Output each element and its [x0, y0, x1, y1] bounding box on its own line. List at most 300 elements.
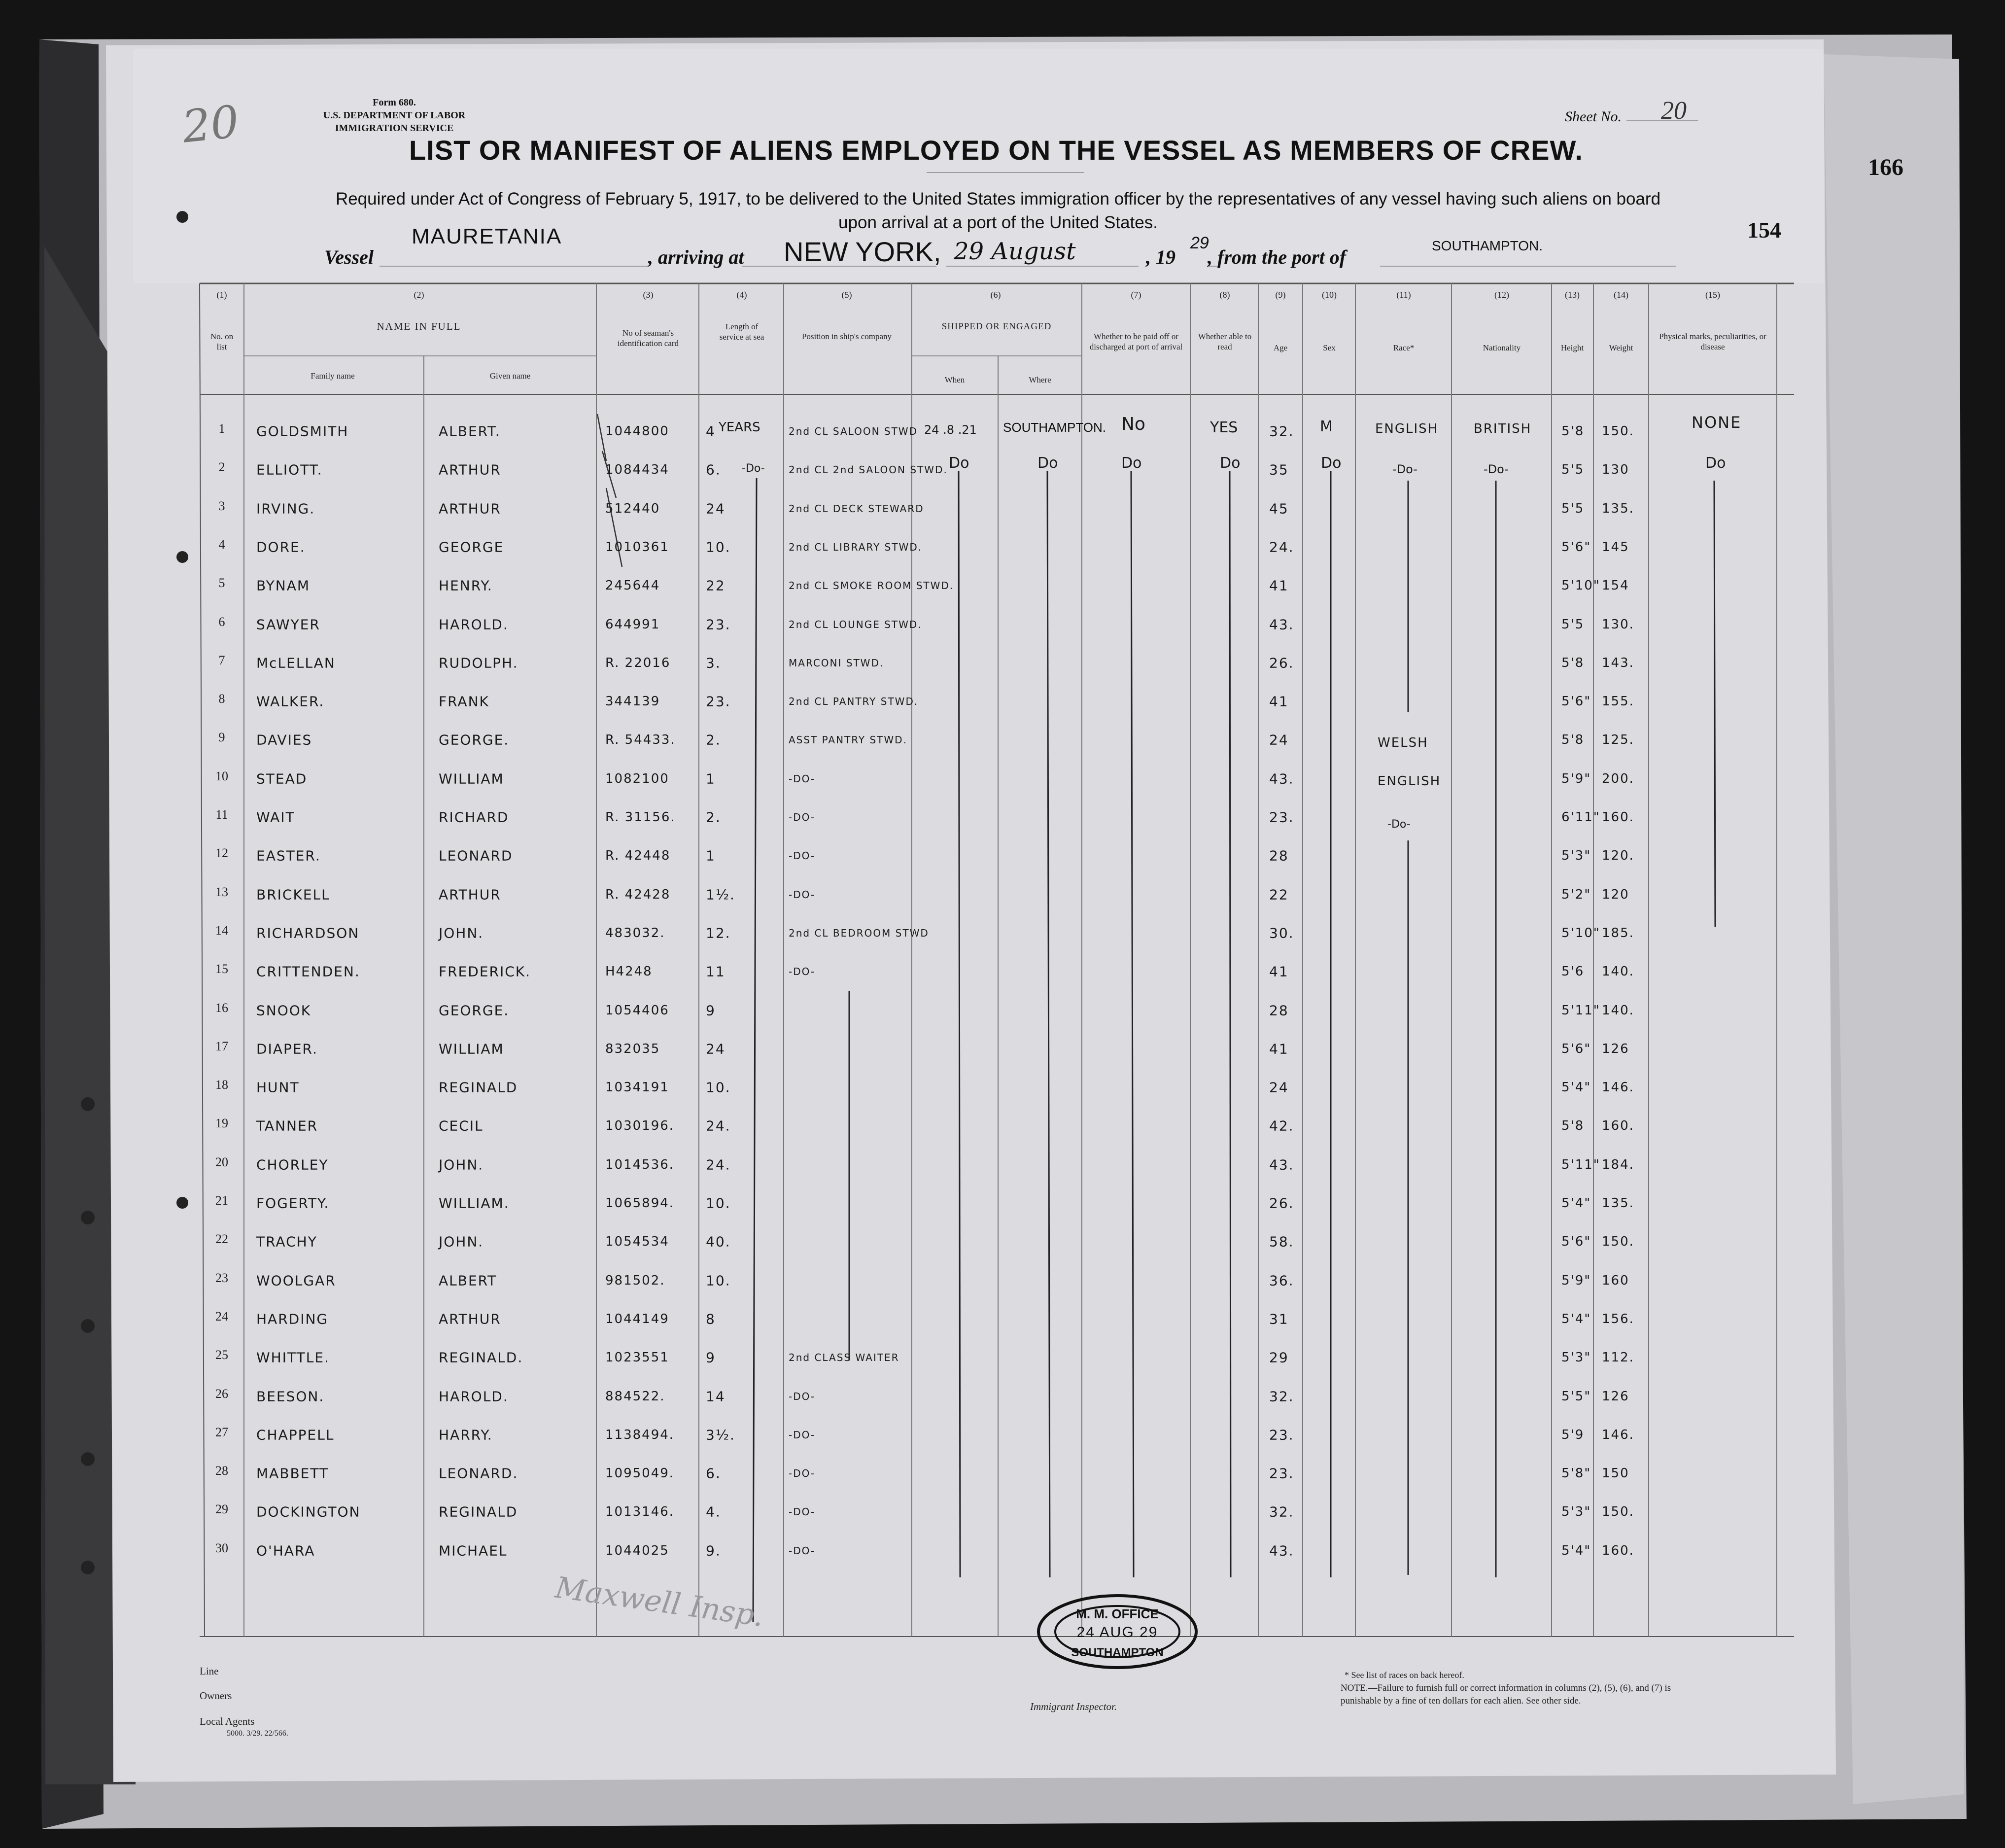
cell-family: MABBETT — [256, 1465, 329, 1482]
cell-position: 2nd CL PANTRY STWD. — [789, 696, 919, 708]
cell-age: 41 — [1269, 963, 1289, 980]
cell-no: 26 — [215, 1386, 228, 1401]
ditto-where: Do — [1037, 454, 1058, 472]
cell-position: 2nd CL SMOKE ROOM STWD. — [789, 580, 954, 592]
cell-height: 5'3" — [1561, 848, 1591, 864]
cell-given: REGINALD — [439, 1503, 518, 1520]
cell-card: 1010361 — [605, 539, 669, 555]
column-number: (13) — [1565, 290, 1580, 300]
ditto-physical-marks: Do — [1705, 454, 1726, 472]
cell-weight: 135. — [1602, 1196, 1634, 1211]
header-where: Where — [1029, 375, 1051, 384]
column-number: (12) — [1494, 290, 1509, 300]
cell-height: 5'5 — [1561, 501, 1585, 516]
cell-no: 12 — [215, 846, 228, 861]
cell-age: 42. — [1269, 1117, 1294, 1134]
column-number: (2) — [414, 290, 424, 300]
footer-print-code: 5000. 3/29. 22/566. — [227, 1729, 288, 1738]
cell-height: 5'10" — [1561, 925, 1600, 941]
cell-given: FREDERICK. — [439, 963, 531, 980]
cell-weight: 150 — [1602, 1466, 1629, 1481]
cell-card: 1095049. — [605, 1466, 675, 1481]
cell-weight: 155. — [1602, 694, 1634, 709]
cell-family: O'HARA — [256, 1542, 315, 1559]
cell-length: 22 — [706, 577, 726, 594]
cell-length: 6. — [706, 461, 721, 478]
header-able-to-read: Whether able to read — [1198, 332, 1252, 351]
header-sex: Sex — [1323, 343, 1336, 352]
sex-value: M — [1320, 418, 1333, 435]
cell-given: HAROLD. — [439, 616, 509, 632]
cell-age: 31 — [1269, 1311, 1289, 1327]
cell-no: 29 — [215, 1502, 228, 1517]
cell-height: 5'4" — [1561, 1080, 1591, 1095]
cell-length: 14 — [706, 1388, 726, 1404]
cell-position: 2nd CL SALOON STWD — [789, 425, 918, 437]
arrival-date: 29 August — [954, 238, 1076, 265]
cell-height: 5'8 — [1561, 655, 1585, 670]
cell-length: 4. — [706, 1503, 721, 1520]
cell-age: 41 — [1269, 1041, 1289, 1057]
header-age: Age — [1273, 343, 1288, 352]
cell-position: -DO- — [789, 850, 816, 862]
column-number: (15) — [1705, 290, 1720, 300]
side-number-154: 154 — [1747, 217, 1781, 243]
cell-card: 1082100 — [605, 771, 669, 786]
cell-age: 26. — [1269, 655, 1294, 671]
cell-height: 5'3" — [1561, 1504, 1591, 1520]
cell-age: 43. — [1269, 1156, 1294, 1173]
cell-card: R. 42428 — [605, 887, 671, 902]
cell-height: 5'8 — [1561, 1118, 1585, 1134]
from-port-label: , from the port of — [1208, 246, 1347, 268]
cell-position: -DO- — [789, 1429, 816, 1441]
column-number: (5) — [841, 290, 852, 300]
header-position: Position in ship's company — [801, 332, 892, 341]
header-height: Height — [1560, 343, 1584, 352]
cell-family: GOLDSMITH — [256, 423, 349, 440]
cell-family: HUNT — [256, 1079, 300, 1096]
column-number: (9) — [1275, 290, 1286, 300]
cell-given: HARRY. — [439, 1427, 493, 1443]
department-name: U.S. DEPARTMENT OF LABOR — [323, 110, 466, 121]
cell-given: JOHN. — [439, 1156, 484, 1173]
cell-position: -DO- — [789, 888, 816, 901]
cell-weight: 146. — [1602, 1080, 1634, 1095]
cell-card: 245644 — [605, 578, 660, 593]
office-stamp — [1036, 1595, 1199, 1669]
cell-family: IRVING. — [256, 500, 315, 517]
cell-no: 2 — [218, 460, 225, 475]
cell-age: 26. — [1269, 1195, 1294, 1212]
cell-given: FRANK — [439, 693, 489, 710]
cell-no: 25 — [215, 1348, 228, 1362]
departure-port: SOUTHAMPTON. — [1432, 238, 1543, 253]
cell-no: 3 — [218, 498, 225, 513]
cell-family: McLELLAN — [256, 655, 336, 671]
cell-height: 5'8" — [1561, 1466, 1591, 1481]
cell-family: BYNAM — [256, 577, 311, 594]
cell-card: 344139 — [605, 694, 660, 709]
cell-no: 4 — [218, 537, 225, 552]
cell-position: MARCONI STWD. — [789, 657, 884, 669]
cell-no: 11 — [215, 807, 228, 822]
ditto-race: -Do- — [1392, 462, 1417, 476]
cell-card: 981502. — [605, 1273, 665, 1288]
cell-weight: 185. — [1602, 925, 1634, 941]
cell-position: -DO- — [789, 811, 816, 823]
cell-given: REGINALD — [439, 1079, 518, 1096]
cell-no: 22 — [215, 1232, 228, 1247]
cell-position: -DO- — [789, 966, 816, 978]
cell-no: 16 — [215, 1000, 228, 1015]
cell-card: 884522. — [605, 1389, 665, 1404]
race-value: ENGLISH — [1375, 421, 1439, 436]
cell-given: MICHAEL — [439, 1542, 508, 1559]
cell-card: 1030196. — [605, 1118, 675, 1134]
column-number: (1) — [216, 290, 227, 300]
cell-weight: 156. — [1602, 1311, 1634, 1326]
cell-given: JOHN. — [439, 925, 484, 941]
cell-weight: 160. — [1602, 810, 1634, 825]
cell-height: 5'4" — [1561, 1543, 1591, 1558]
cell-length: 23. — [706, 616, 731, 632]
cell-family: EASTER. — [256, 847, 321, 864]
cell-height: 5'11" — [1561, 1003, 1600, 1018]
cell-weight: 160 — [1602, 1273, 1629, 1288]
cell-height: 5'4" — [1561, 1196, 1591, 1211]
document-subtitle: Required under Act of Congress of February 5, 1917, to be delivered to the United States immigration officer by the representatives of any vessel having such aliens on board upon arrival at a port of the United States. — [335, 189, 1661, 232]
header-paid-off: Whether to be paid off or discharged at port of arrival — [1089, 332, 1183, 351]
cell-card: 1034191 — [605, 1080, 669, 1095]
cell-age: 28 — [1269, 847, 1289, 864]
cell-card: R. 54433. — [605, 732, 676, 748]
column-number: (10) — [1322, 290, 1337, 300]
cell-no: 30 — [215, 1540, 228, 1555]
cell-given: RUDOLPH. — [439, 655, 519, 671]
races-note: * See list of races on back hereof. — [1345, 1670, 1464, 1680]
cell-length: 23. — [706, 693, 731, 710]
cell-family: TRACHY — [256, 1233, 317, 1250]
cell-weight: 150. — [1602, 1234, 1634, 1250]
cell-weight: 150. — [1602, 1504, 1634, 1520]
cell-card: 1023551 — [605, 1350, 669, 1365]
cell-no: 7 — [218, 653, 225, 667]
cell-height: 5'4" — [1561, 1311, 1591, 1326]
cell-weight: 120. — [1602, 848, 1634, 864]
cell-position: 2nd CL DECK STEWARD — [789, 502, 924, 515]
cell-height: 5'9" — [1561, 1273, 1591, 1288]
cell-length: 40. — [706, 1233, 731, 1250]
cell-card: 1044800 — [605, 424, 669, 439]
cell-age: 36. — [1269, 1272, 1294, 1289]
sheet-number-label: Sheet No. — [1565, 108, 1622, 125]
cell-given: GEORGE — [439, 539, 504, 556]
cell-length: 1½. — [706, 886, 735, 903]
cell-given: CECIL — [439, 1117, 484, 1134]
column-number: (3) — [643, 290, 654, 300]
cell-family: WALKER. — [256, 693, 325, 710]
cell-card: 1138494. — [605, 1427, 675, 1442]
cell-height: 5'9" — [1561, 771, 1591, 786]
cell-no: 10 — [215, 768, 228, 783]
cell-position: ASST PANTRY STWD. — [789, 734, 907, 746]
cell-weight: 160. — [1602, 1118, 1634, 1134]
header-no-on-list: No. on list — [210, 332, 234, 351]
column-number: (11) — [1396, 290, 1411, 300]
side-number-166: 166 — [1868, 154, 1903, 180]
cell-no: 28 — [215, 1464, 228, 1478]
cell-position: 2nd CLASS WAITER — [789, 1352, 899, 1364]
inspector-label: Immigrant Inspector. — [1030, 1701, 1117, 1712]
shipped-when: 24 .8 .21 — [924, 423, 977, 437]
header-physical-marks: Physical marks, peculiarities, or disease — [1659, 332, 1766, 351]
cell-age: 24 — [1269, 1079, 1289, 1096]
cell-family: BEESON. — [256, 1388, 325, 1404]
cell-given: JOHN. — [439, 1233, 484, 1250]
handwritten-page-number: 20 — [179, 96, 242, 153]
cell-length: 3½. — [706, 1427, 735, 1443]
vessel-name: MAURETANIA — [412, 224, 562, 248]
cell-given: HENRY. — [439, 577, 493, 594]
cell-card: 1054534 — [605, 1234, 669, 1250]
cell-age: 41 — [1269, 693, 1289, 710]
ditto-sex: Do — [1321, 454, 1342, 472]
cell-card: 1044149 — [605, 1311, 669, 1326]
cell-position: -DO- — [789, 1506, 816, 1518]
arriving-label: , arriving at — [648, 246, 744, 268]
header-length-of-service: Length of service at sea — [719, 322, 764, 342]
physical-marks-value: NONE — [1692, 413, 1742, 432]
cell-length: 8 — [706, 1311, 716, 1327]
cell-length: 12. — [706, 925, 731, 941]
race-row-11: -Do- — [1387, 818, 1411, 831]
column-number: (6) — [990, 290, 1001, 300]
cell-height: 5'9 — [1561, 1427, 1585, 1442]
cell-length: 10. — [706, 1272, 731, 1289]
header-nationality: Nationality — [1483, 343, 1521, 352]
cell-length: 2. — [706, 732, 721, 748]
cell-weight: 143. — [1602, 655, 1634, 670]
cell-given: ARTHUR — [439, 886, 501, 903]
cell-no: 21 — [215, 1193, 228, 1208]
cell-card: 1084434 — [605, 462, 669, 478]
cell-length: 4 — [706, 423, 716, 440]
cell-family: RICHARDSON — [256, 925, 360, 941]
cell-height: 5'6 — [1561, 964, 1585, 979]
arrival-year: 29 — [1190, 234, 1209, 252]
cell-family: WAIT — [256, 809, 295, 826]
footer-line-label: Line — [200, 1665, 219, 1677]
stamp-office: M. M. OFFICE — [1076, 1606, 1159, 1621]
cell-card: 644991 — [605, 617, 660, 632]
cell-height: 5'2" — [1561, 887, 1591, 902]
cell-given: ALBERT. — [439, 423, 501, 440]
cell-family: TANNER — [256, 1117, 318, 1134]
cell-age: 24 — [1269, 732, 1289, 748]
cell-age: 28 — [1269, 1002, 1289, 1018]
cell-height: 5'6" — [1561, 539, 1591, 555]
cell-age: 43. — [1269, 770, 1294, 787]
cell-length: 24 — [706, 500, 726, 517]
cell-height: 5'6" — [1561, 694, 1591, 709]
cell-age: 23. — [1269, 1427, 1294, 1443]
cell-given: WILLIAM — [439, 1041, 504, 1057]
cell-height: 5'6" — [1561, 1234, 1591, 1250]
stamp-location: SOUTHAMPTON — [1071, 1646, 1164, 1659]
race-row-10: ENGLISH — [1378, 774, 1441, 789]
cell-card: 1044025 — [605, 1543, 669, 1558]
cell-no: 20 — [215, 1154, 228, 1169]
cell-card: R. 22016 — [605, 655, 671, 670]
cell-length: 24 — [706, 1041, 726, 1057]
cell-position: 2nd CL BEDROOM STWD — [789, 927, 929, 939]
cell-height: 5'5" — [1561, 1389, 1591, 1404]
cell-family: DIAPER. — [256, 1041, 318, 1057]
cell-height: 5'10" — [1561, 578, 1600, 593]
cell-given: RICHARD — [439, 809, 509, 826]
cell-weight: 200. — [1602, 771, 1634, 786]
cell-weight: 160. — [1602, 1543, 1634, 1558]
header-given-name: Given name — [489, 371, 531, 381]
cell-height: 5'5 — [1561, 617, 1585, 632]
cell-no: 14 — [215, 923, 228, 938]
cell-age: 23. — [1269, 1465, 1294, 1482]
length-unit-years: YEARS — [719, 420, 761, 435]
cell-card: 832035 — [605, 1041, 660, 1056]
service-name: IMMIGRATION SERVICE — [335, 123, 454, 134]
shipped-where: SOUTHAMPTON. — [1003, 420, 1106, 435]
cell-family: CHAPPELL — [256, 1427, 335, 1443]
cell-weight: 184. — [1602, 1157, 1634, 1172]
cell-age: 35 — [1269, 461, 1289, 478]
cell-family: WHITTLE. — [256, 1349, 330, 1366]
cell-no: 19 — [215, 1116, 228, 1131]
stamp-date: 24 AUG 29 — [1076, 1624, 1158, 1640]
cell-card: R. 42448 — [605, 848, 671, 864]
cell-height: 5'3" — [1561, 1350, 1591, 1365]
header-race: Race* — [1393, 343, 1415, 352]
cell-weight: 125. — [1602, 732, 1634, 748]
cell-family: CHORLEY — [256, 1156, 329, 1173]
cell-age: 29 — [1269, 1349, 1289, 1366]
cell-family: SAWYER — [256, 616, 320, 632]
cell-given: HAROLD. — [439, 1388, 509, 1404]
cell-no: 23 — [215, 1270, 228, 1285]
cell-height: 5'5 — [1561, 462, 1585, 478]
header-family-name: Family name — [311, 371, 355, 381]
cell-position: -DO- — [789, 1544, 816, 1557]
header-when: When — [944, 375, 965, 384]
form-identifier-block — [320, 96, 468, 135]
cell-family: FOGERTY. — [256, 1195, 330, 1212]
cell-given: GEORGE. — [439, 732, 510, 748]
cell-age: 32. — [1269, 1388, 1294, 1404]
ditto-able-to-read: Do — [1220, 454, 1241, 472]
cell-family: DOCKINGTON — [256, 1503, 361, 1520]
footer-note: NOTE.—Failure to furnish full or correct information in columns (2), (5), (6), and (7) is punishable by a fine of ten dollars for each alien. See other side. — [1341, 1683, 1671, 1706]
cell-weight: 112. — [1602, 1350, 1634, 1365]
cell-given: LEONARD — [439, 847, 513, 864]
cell-no: 9 — [218, 730, 225, 745]
cell-family: STEAD — [256, 770, 308, 787]
vessel-label: Vessel — [324, 246, 374, 268]
ditto-length: -Do- — [742, 462, 765, 475]
cell-weight: 130. — [1602, 617, 1634, 632]
column-number: (4) — [736, 290, 747, 300]
cell-length: 1 — [706, 847, 716, 864]
cell-length: 10. — [706, 539, 731, 556]
cell-height: 5'6" — [1561, 1041, 1591, 1056]
cell-given: ARTHUR — [439, 1311, 501, 1327]
cell-no: 17 — [215, 1039, 228, 1053]
cell-length: 3. — [706, 655, 721, 671]
cell-weight: 146. — [1602, 1427, 1634, 1442]
cell-age: 45 — [1269, 500, 1289, 517]
ditto-nationality: -Do- — [1484, 462, 1509, 476]
cell-position: 2nd CL LIBRARY STWD. — [789, 541, 923, 553]
cell-length: 6. — [706, 1465, 721, 1482]
cell-given: LEONARD. — [439, 1465, 519, 1482]
cell-age: 22 — [1269, 886, 1289, 903]
cell-weight: 140. — [1602, 964, 1634, 979]
footer-agents-label: Local Agents — [200, 1715, 255, 1727]
cell-no: 18 — [215, 1078, 228, 1092]
cell-weight: 126 — [1602, 1041, 1629, 1056]
cell-age: 41 — [1269, 577, 1289, 594]
cell-family: DAVIES — [256, 732, 312, 748]
cell-weight: 140. — [1602, 1003, 1634, 1018]
cell-height: 5'11" — [1561, 1157, 1600, 1172]
cell-length: 24. — [706, 1156, 731, 1173]
column-number: (14) — [1614, 290, 1628, 300]
inspector-signature: Maxwell Insp. — [553, 1570, 766, 1634]
nationality-value: BRITISH — [1474, 421, 1532, 436]
cell-family: DORE. — [256, 539, 306, 556]
cell-card: 1054406 — [605, 1003, 669, 1018]
footer-owners-label: Owners — [200, 1690, 232, 1702]
cell-given: WILLIAM. — [439, 1195, 510, 1212]
year-label: , 19 — [1146, 246, 1175, 268]
cell-position: -DO- — [789, 772, 816, 785]
cell-card: R. 31156. — [605, 810, 676, 825]
header-name-in-full: NAME IN FULL — [377, 320, 461, 332]
cell-position: 2nd CL 2nd SALOON STWD. — [789, 464, 948, 476]
cell-height: 6'11" — [1561, 810, 1600, 825]
cell-no: 5 — [218, 576, 225, 591]
cell-length: 10. — [706, 1195, 731, 1212]
cell-weight: 135. — [1602, 501, 1634, 516]
cell-family: ELLIOTT. — [256, 461, 323, 478]
cell-family: CRITTENDEN. — [256, 963, 360, 980]
cell-weight: 150. — [1602, 424, 1634, 439]
cell-weight: 145 — [1602, 539, 1629, 555]
cell-weight: 120 — [1602, 887, 1629, 902]
cell-card: 512440 — [605, 501, 660, 516]
cell-age: 24. — [1269, 539, 1294, 556]
cell-age: 23. — [1269, 809, 1294, 826]
cell-length: 9 — [706, 1002, 716, 1018]
cell-height: 5'8 — [1561, 732, 1585, 748]
cell-length: 9. — [706, 1542, 721, 1559]
cell-given: ARTHUR — [439, 500, 501, 517]
column-number: (7) — [1131, 290, 1141, 300]
cell-given: ALBERT — [439, 1272, 497, 1289]
header-shipped-or-engaged: SHIPPED OR ENGAGED — [941, 321, 1052, 332]
cell-weight: 130 — [1602, 462, 1629, 478]
form-number: Form 680. — [373, 97, 416, 108]
cell-no: 1 — [218, 421, 225, 436]
